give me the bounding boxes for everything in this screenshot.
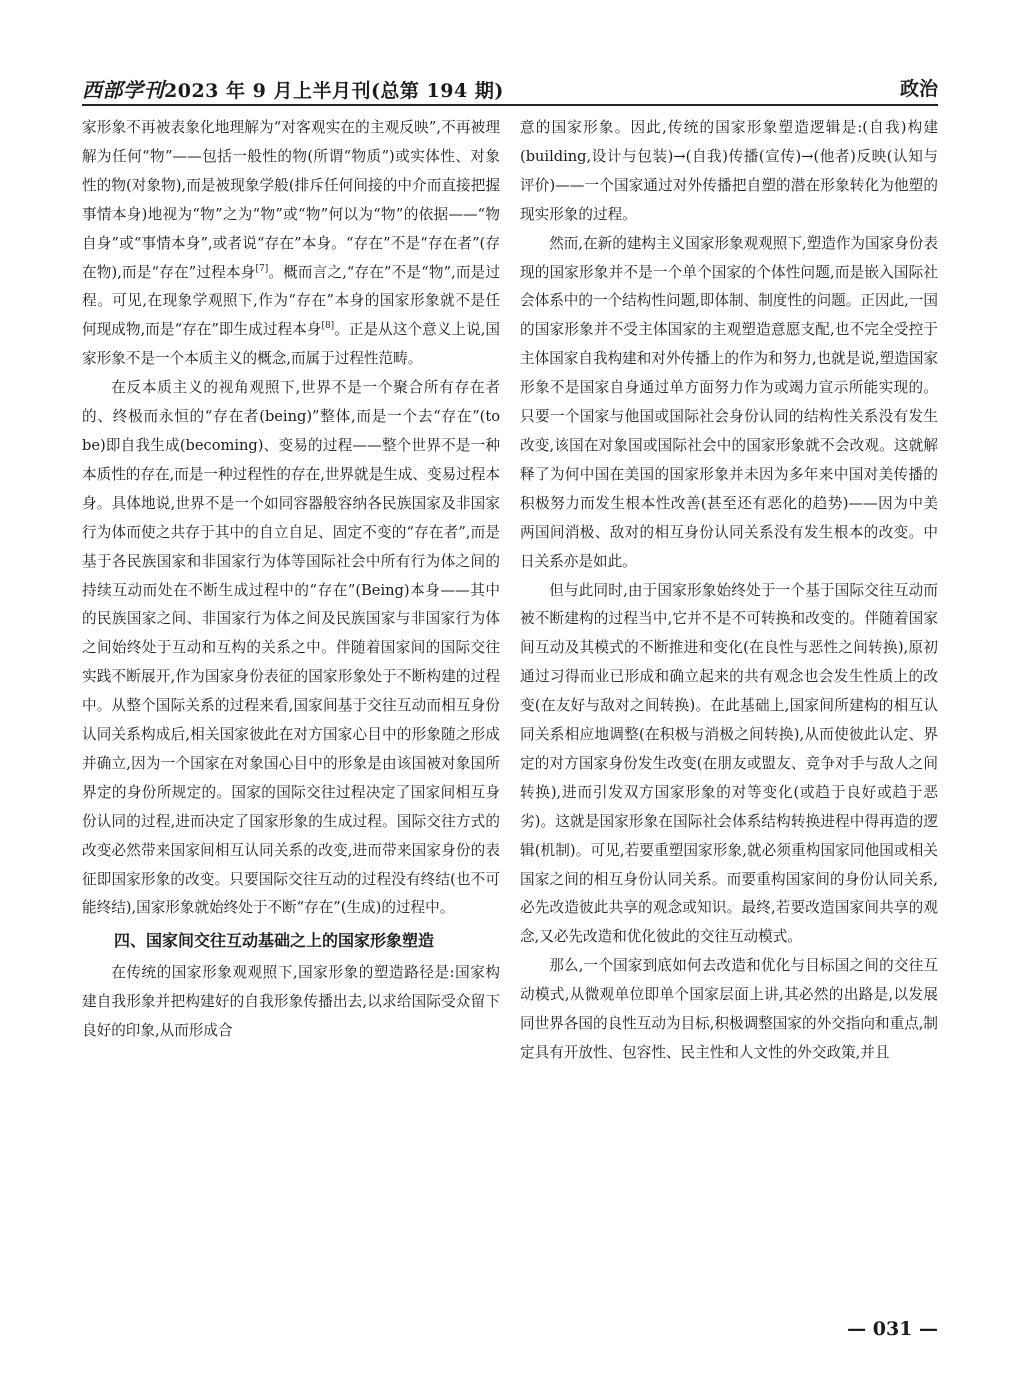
left-paragraph-1-text-a: 家形象不再被表象化地理解为“对客观实在的主观反映”,不再被理解为任何“物”——包括一般性的物(所谓“物质”)或实体性、对象性的物(对象物),而是被现象学般(排斥任何间接的中介而直接把握事情本身)地视为“物”之为“物”或“物”何以为“物”的依据——“物自身”或“事情本身”,或者说“存在”本身。“存在”不是“存在者”(存在物),而是“存在”过程本身 <box>82 119 500 281</box>
journal-logo: 西部学刊 <box>82 78 164 102</box>
right-column <box>520 114 938 1068</box>
left-paragraph-3: 在传统的国家形象观观照下,国家形象的塑造路径是:国家构建自我形象并把构建好的自我形象传播出去,以求给国际受众留下良好的印象,从而形成合 <box>82 964 500 1040</box>
section-heading: 四、国家间交往互动基础之上的国家形象塑造 <box>114 931 435 951</box>
left-column <box>82 114 500 1046</box>
left-paragraph-1-text-b: 。概而言之,“存在”不是“物”,而是过程。可见,在现象学观照下,作为“存在”本身的国家形象就不是任何现成物,而是“存在”即生成过程本身 <box>82 263 500 339</box>
right-paragraph-2: 然而,在新的建构主义国家形象观观照下,塑造作为国家身份表现的国家形象并不是一个单个国家的个体性问题,而是嵌入国际社会体系中的一个结构性问题,即体制、制度性的问题。正因此,一国的国家形象并不受主体国家的主观塑造意愿支配,也不完全受控于主体国家自我构建和对外传播上的作为和努力,也就是说,塑造国家形象不是国家自身通过单方面努力作为或竭力宣示所能实现的。只要一个国家与他国或国际社会身份认同的结构性关系没有发生改变,该国在对象国或国际社会中的国家形象就不会改观。这就解释了为何中国在美国的国家形象并未因为多年来中国对美传播的积极努力而发生根本性改善(甚至还有恶化的趋势)——因为中美两国间消极、敌对的相互身份认同关系没有发生根本的改变。中日关系亦是如此。 <box>520 234 938 570</box>
reference-8: [8] <box>321 321 335 332</box>
right-paragraph-4: 那么,一个国家到底如何去改造和优化与目标国之间的交往互动模式,从微观单位即单个国家层面上讲,其必然的出路是,以发展同世界各国的良性互动为目标,积极调整国家的外交指向和重点,制定具有开放性、包容性、民主性和人文性的外交政策,并且 <box>520 957 938 1061</box>
page-number: — 031 — <box>847 1318 938 1340</box>
journal-title <box>82 74 504 103</box>
left-paragraph-2: 在反本质主义的视角观照下,世界不是一个聚合所有存在者的、终极而永恒的“存在者(being)”整体,而是一个去“存在”(to be)即自我生成(becoming)、变易的过程——整个世界不是一种本质性的存在,而是一种过程性的存在,世界就是生成、变易过程本身。具体地说,世界不是一个如同容器般容纳各民族国家及非国家行为体而使之共存于其中的自立自足、固定不变的“存在者”,而是基于各民族国家和非国家行为体等国际社会中所有行为体之间的持续互动而处在不断生成过程中的“存在”(Being)本身——其中的民族国家之间、非国家行为体之间及民族国家与非国家行为体之间始终处于互动和互构的关系之中。伴随着国家间的国际交往实践不断展开,作为国家身份表征的国家形象处于不断构建的过程中。从整个国际关系的过程来看,国家间基于交往互动而相互身份认同关系构成后,相关国家彼此在对方国家心目中的形象随之形成并确立,因为一个国家在对象国心目中的形象是由该国被对象国所界定的身份所规定的。国家的国际交往过程决定了国家间相互身份认同的过程,进而决定了国家形象的生成过程。国际交往方式的改变必然带来国家间相互认同关系的改变,进而带来国家身份的表征即国家形象的改变。只要国际交往互动的过程没有终结(也不可能终结),国家形象就始终处于不断“存在”(生成)的过程中。 <box>82 379 500 917</box>
left-paragraph-1 <box>82 114 500 374</box>
header-rule <box>82 104 938 106</box>
issue-info: 2023 年 9 月上半月刊(总第 194 期) <box>164 80 504 102</box>
section-label: 政治 <box>899 78 938 100</box>
right-paragraph-1: 意的国家形象。因此,传统的国家形象塑造逻辑是:(自我)构建(building,设计与包装)→(自我)传播(宣传)→(他者)反映(认知与评价)——一个国家通过对外传播把自塑的潜在形象转化为他塑的现实形象的过程。 <box>520 119 938 223</box>
right-paragraph-3: 但与此同时,由于国家形象始终处于一个基于国际交往互动而被不断建构的过程当中,它并不是不可转换和改变的。伴随着国家间互动及其模式的不断推进和变化(在良性与恶性之间转换),原初通过习得而业已形成和确立起来的共有观念也会发生性质上的改变(在友好与敌对之间转换)。在此基础上,国家间所建构的相互认同关系相应地调整(在积极与消极之间转换),从而使彼此认定、界定的对方国家身份发生改变(在朋友或盟友、竞争对手与敌人之间转换),进而引发双方国家形象的对等变化(或趋于良好或趋于恶劣)。这就是国家形象在国际社会体系结构转换进程中得再造的逻辑(机制)。可见,若要重塑国家形象,就必须重构国家同他国或相关国家之间的相互身份认同关系。而要重构国家间的身份认同关系,必先改造彼此共享的观念或知识。最终,若要改造国家间共享的观念,又必先改造和优化彼此的交往互动模式。 <box>520 581 938 946</box>
running-header <box>82 70 938 104</box>
left-paragraph-1-text-c: 。正是从这个意义上说,国家形象不是一个本质主义的概念,而属于过程性范畴。 <box>82 321 501 368</box>
reference-7: [7] <box>255 263 269 274</box>
